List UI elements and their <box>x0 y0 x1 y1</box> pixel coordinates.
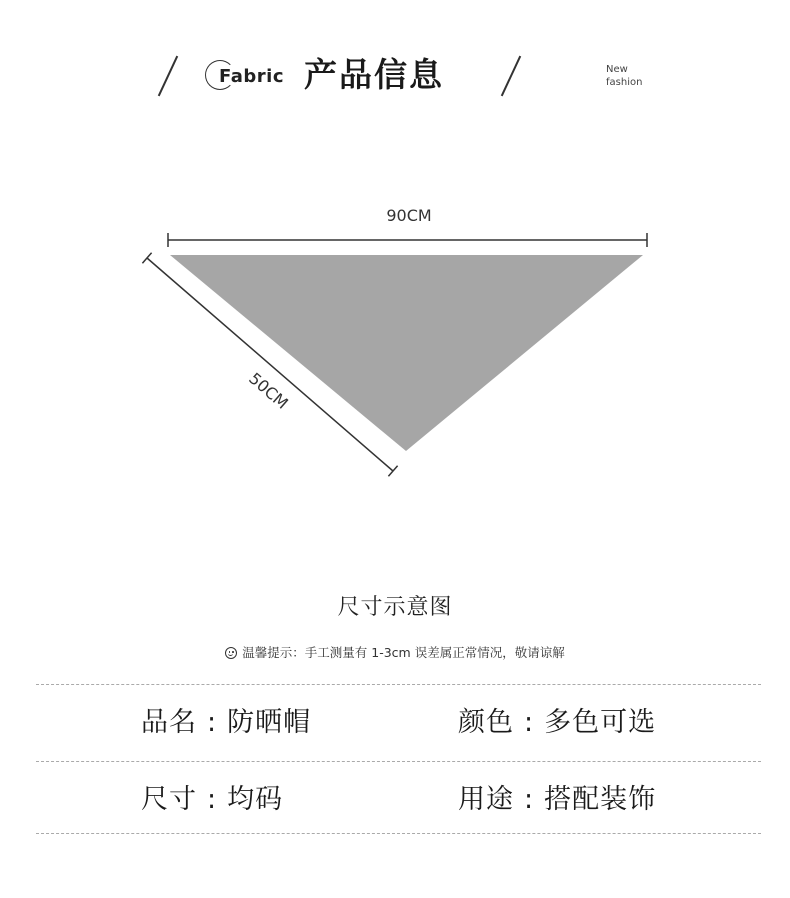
width-dimension-label: 90CM <box>386 206 432 225</box>
measurement-tip <box>0 643 790 661</box>
spec-size-value: 均码 <box>227 784 284 815</box>
page-title: 产品信息 <box>304 55 444 94</box>
spec-colon: : <box>524 707 535 738</box>
new-fashion-tag <box>606 63 642 89</box>
spec-color-value: 多色可选 <box>544 707 657 738</box>
fabric-badge <box>205 60 284 92</box>
divider-dashed-1 <box>36 684 761 685</box>
spec-color <box>458 706 656 740</box>
spec-colon: : <box>207 707 218 738</box>
spec-usage-value: 搭配装饰 <box>544 784 657 815</box>
spec-name-value: 防晒帽 <box>227 707 312 738</box>
new-fashion-line1: New <box>606 64 628 75</box>
size-diagram <box>0 190 790 490</box>
spec-colon: : <box>207 784 218 815</box>
spec-size-label: 尺寸 <box>141 784 197 815</box>
smiley-icon <box>225 647 237 659</box>
new-fashion-line2: fashion <box>606 77 643 88</box>
fabric-label: Fabric <box>219 65 284 87</box>
divider-dashed-3 <box>36 833 761 834</box>
divider-slash-right <box>501 56 521 97</box>
spec-name-label: 品名 <box>141 707 197 738</box>
spec-name <box>141 706 311 740</box>
spec-colon: : <box>524 784 535 815</box>
spec-usage <box>458 783 656 817</box>
spec-color-label: 颜色 <box>458 707 514 738</box>
diagram-caption: 尺寸示意图 <box>337 595 453 620</box>
divider-dashed-2 <box>36 761 761 762</box>
triangle-scarf-shape <box>170 255 643 451</box>
side-dimension-label: 50CM <box>245 368 292 413</box>
divider-slash-left <box>158 56 178 97</box>
width-dimension-line <box>168 233 647 247</box>
tip-text: 温馨提示：手工测量有 1-3cm 误差属正常情况，敬请谅解 <box>242 645 565 660</box>
spec-size <box>141 783 283 817</box>
spec-usage-label: 用途 <box>458 784 514 815</box>
